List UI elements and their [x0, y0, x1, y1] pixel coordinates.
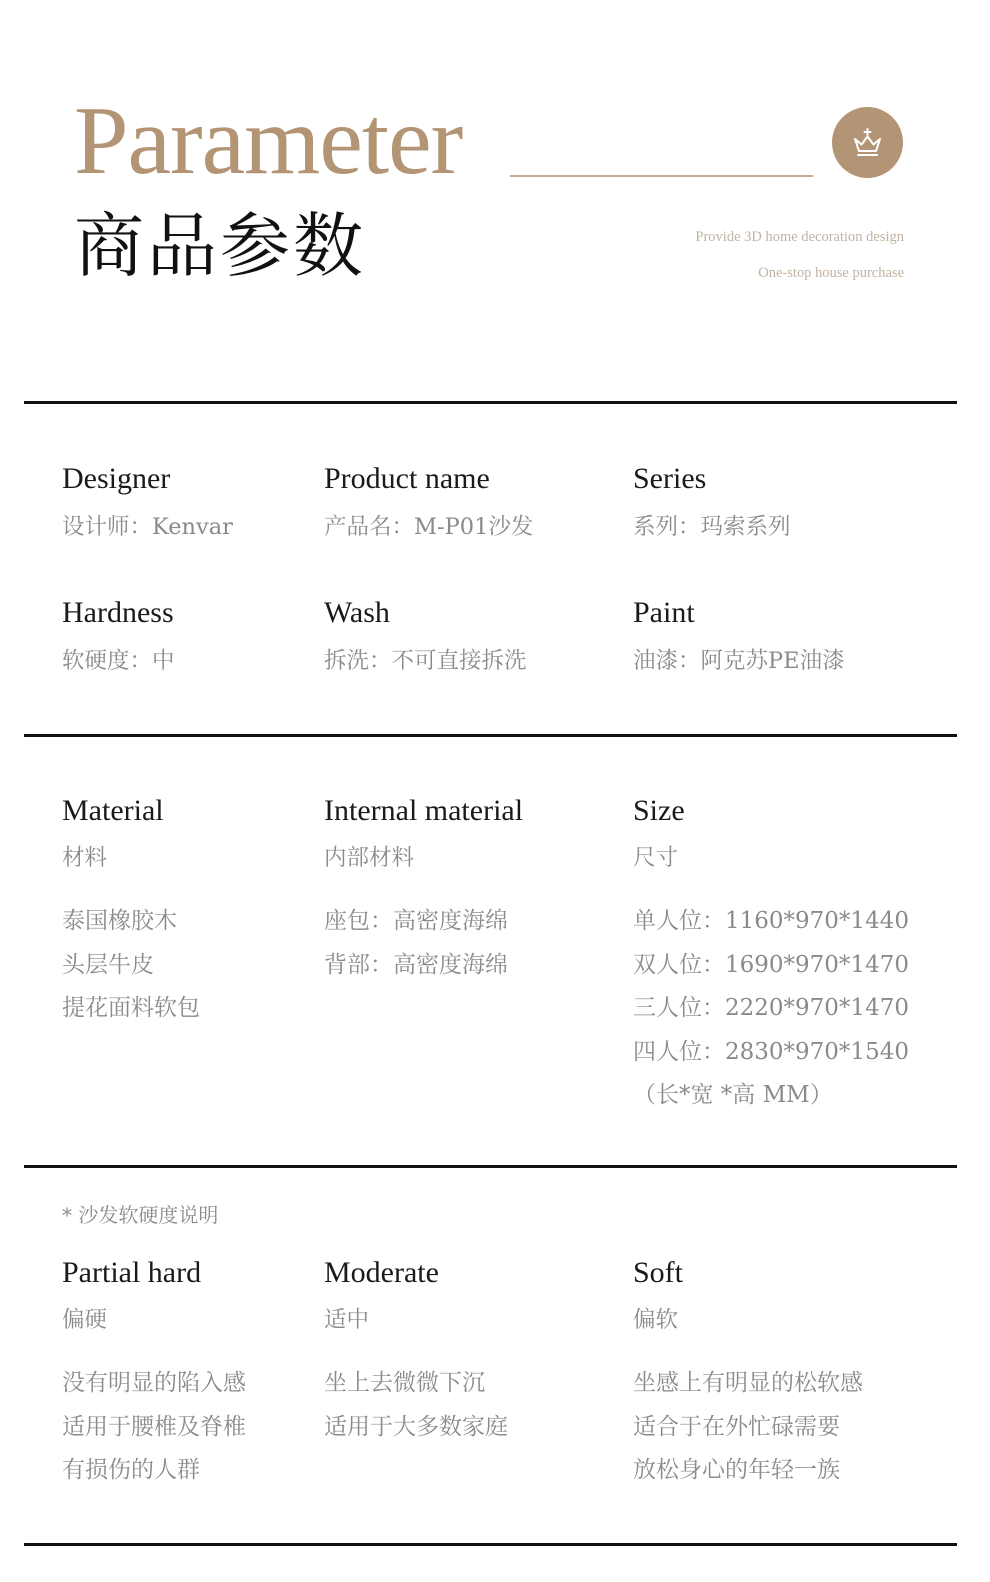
param-series-value: 系列：玛索系列 [633, 514, 791, 540]
param-wash-value: 拆洗：不可直接拆洗 [324, 648, 527, 674]
hardness-moderate-title: Moderate [324, 1256, 439, 1289]
page-subtitle: 商品参数 [74, 205, 366, 287]
size-subtitle: 尺寸 [633, 845, 679, 871]
hardness-partial-hard-list [62, 1368, 246, 1499]
divider [24, 401, 957, 404]
hardness-note: * 沙发软硬度说明 [62, 1203, 219, 1227]
list-item: 背部：高密度海绵 [324, 951, 508, 978]
list-item: 放松身心的年轻一族 [633, 1457, 840, 1483]
size-list [633, 906, 909, 1124]
param-designer-title: Designer [62, 462, 171, 495]
hardness-soft-list [633, 1368, 863, 1499]
list-item: 泰国橡胶木 [62, 908, 177, 934]
list-item: 适用于腰椎及脊椎 [62, 1413, 246, 1440]
internal-material-list [324, 906, 508, 993]
list-item: 有损伤的人群 [62, 1457, 200, 1483]
size-title: Size [633, 794, 685, 827]
list-item: 三人位：2220*970*1470 [633, 995, 909, 1021]
material-title: Material [62, 794, 164, 827]
list-item: （长*宽 *高 MM） [633, 1082, 833, 1108]
list-item: 坐上去微微下沉 [324, 1370, 485, 1396]
param-product-name-value: 产品名：M-P01沙发 [324, 514, 534, 540]
hardness-soft-subtitle: 偏软 [633, 1307, 679, 1333]
list-item: 适合于在外忙碌需要 [633, 1413, 840, 1440]
list-item: 没有明显的陷入感 [62, 1370, 246, 1396]
list-item: 头层牛皮 [62, 951, 154, 978]
divider [24, 1543, 957, 1546]
hardness-soft-title: Soft [633, 1256, 684, 1289]
internal-material-title: Internal material [324, 794, 524, 827]
crown-icon [832, 107, 903, 178]
page-title: Parameter [74, 87, 463, 195]
list-item: 双人位：1690*970*1470 [633, 951, 909, 978]
material-subtitle: 材料 [62, 845, 108, 871]
list-item: 单人位：1160*970*1440 [633, 908, 909, 934]
list-item: 座包：高密度海绵 [324, 908, 508, 934]
list-item: 坐感上有明显的松软感 [633, 1370, 863, 1396]
crown-badge [832, 107, 903, 178]
param-hardness-title: Hardness [62, 596, 174, 629]
hardness-moderate-subtitle: 适中 [324, 1307, 370, 1333]
param-product-name-title: Product name [324, 462, 490, 495]
param-paint-title: Paint [633, 596, 695, 629]
divider [24, 734, 957, 737]
param-series-title: Series [633, 462, 707, 495]
hardness-moderate-list [324, 1368, 508, 1455]
tagline-purchase: One-stop house purchase [758, 265, 904, 281]
internal-material-subtitle: 内部材料 [324, 845, 415, 871]
list-item: 四人位：2830*970*1540 [633, 1038, 909, 1065]
list-item: 提花面料软包 [62, 995, 200, 1021]
hardness-partial-hard-subtitle: 偏硬 [62, 1307, 108, 1333]
list-item: 适用于大多数家庭 [324, 1413, 508, 1440]
param-hardness-value: 软硬度：中 [62, 648, 175, 674]
param-designer-value: 设计师：Kenvar [62, 514, 233, 540]
title-rule [510, 175, 813, 177]
divider [24, 1165, 957, 1168]
material-list [62, 906, 200, 1037]
tagline-design: Provide 3D home decoration design [695, 229, 904, 245]
hardness-partial-hard-title: Partial hard [62, 1256, 202, 1289]
param-paint-value: 油漆：阿克苏PE油漆 [633, 648, 845, 674]
param-wash-title: Wash [324, 596, 390, 629]
